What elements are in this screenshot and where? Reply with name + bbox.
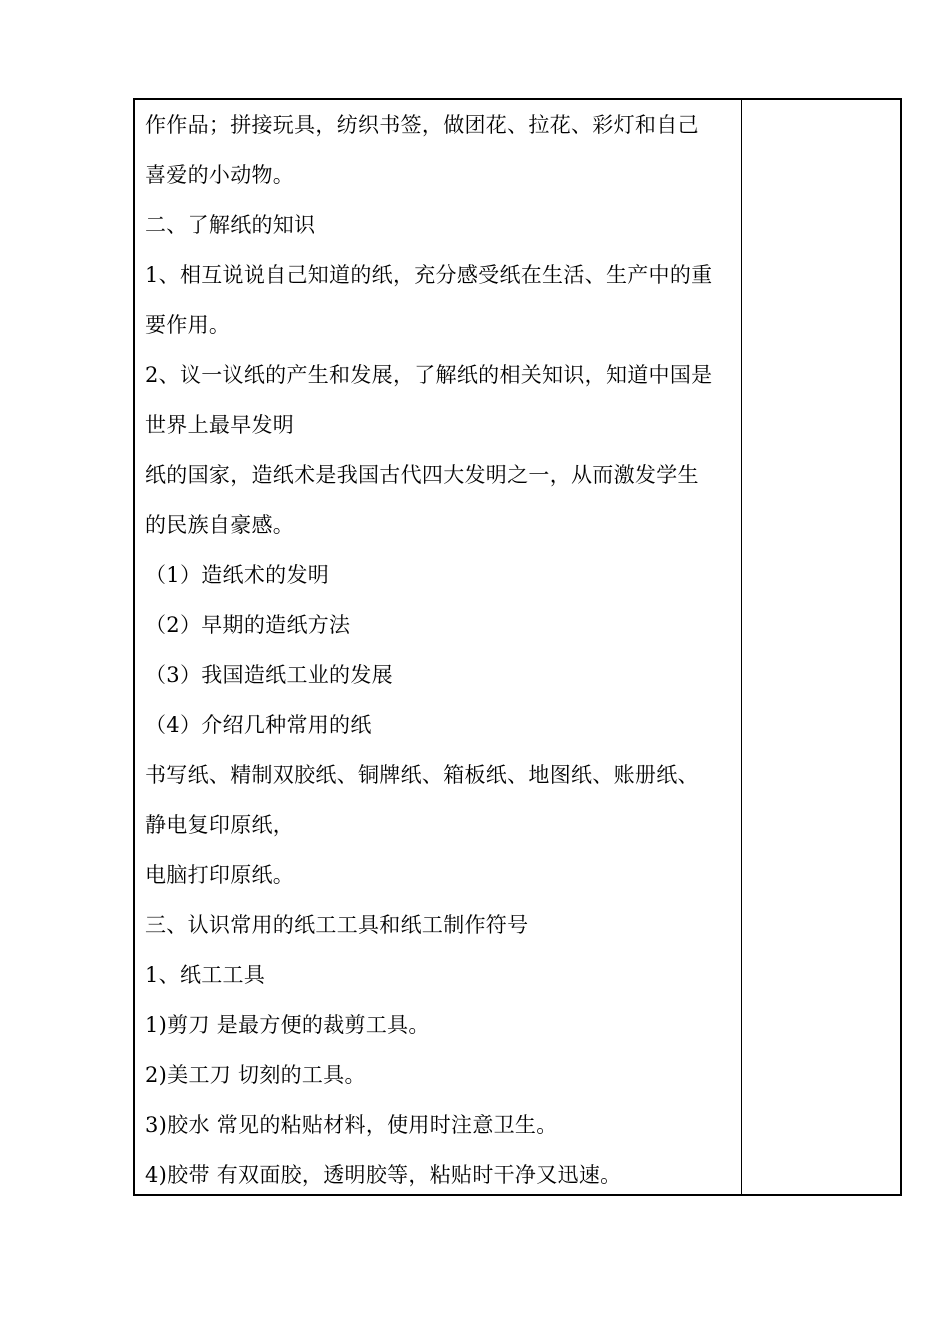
text-line: 的民族自豪感。 xyxy=(145,513,295,537)
column-divider xyxy=(741,100,742,1194)
tool-item: 3)胶水 常见的粘贴材料，使用时注意卫生。 xyxy=(145,1113,558,1137)
text-line: 世界上最早发明 xyxy=(145,413,295,437)
text-line: 书写纸、精制双胶纸、铜牌纸、箱板纸、地图纸、账册纸、 xyxy=(145,763,699,787)
text-line: 要作用。 xyxy=(145,313,231,337)
text-line: 纸的国家，造纸术是我国古代四大发明之一，从而激发学生 xyxy=(145,463,699,487)
text-line: 1、相互说说自己知道的纸，充分感受纸在生活、生产中的重 xyxy=(145,263,713,287)
document-table xyxy=(133,98,902,1196)
list-item: （4）介绍几种常用的纸 xyxy=(145,713,372,737)
section-heading: 二、了解纸的知识 xyxy=(145,213,316,237)
tool-item: 2)美工刀 切刻的工具。 xyxy=(145,1063,366,1087)
section-heading: 三、认识常用的纸工工具和纸工制作符号 xyxy=(145,913,529,937)
tool-item: 1)剪刀 是最方便的裁剪工具。 xyxy=(145,1013,430,1037)
notes-cell xyxy=(743,100,900,1194)
text-line: 喜爱的小动物。 xyxy=(145,163,295,187)
subsection-heading: 1、纸工工具 xyxy=(145,963,266,987)
list-item: （2）早期的造纸方法 xyxy=(145,613,351,637)
text-line: 2、议一议纸的产生和发展，了解纸的相关知识，知道中国是 xyxy=(145,363,713,387)
list-item: （3）我国造纸工业的发展 xyxy=(145,663,393,687)
text-line: 静电复印原纸， xyxy=(145,813,295,837)
text-line: 作作品；拼接玩具，纺织书签，做团花、拉花、彩灯和自己 xyxy=(145,113,699,137)
tool-item: 4)胶带 有双面胶，透明胶等，粘贴时干净又迅速。 xyxy=(145,1163,622,1187)
content-cell xyxy=(145,100,741,1194)
text-line: 电脑打印原纸。 xyxy=(145,863,295,887)
list-item: （1）造纸术的发明 xyxy=(145,563,330,587)
